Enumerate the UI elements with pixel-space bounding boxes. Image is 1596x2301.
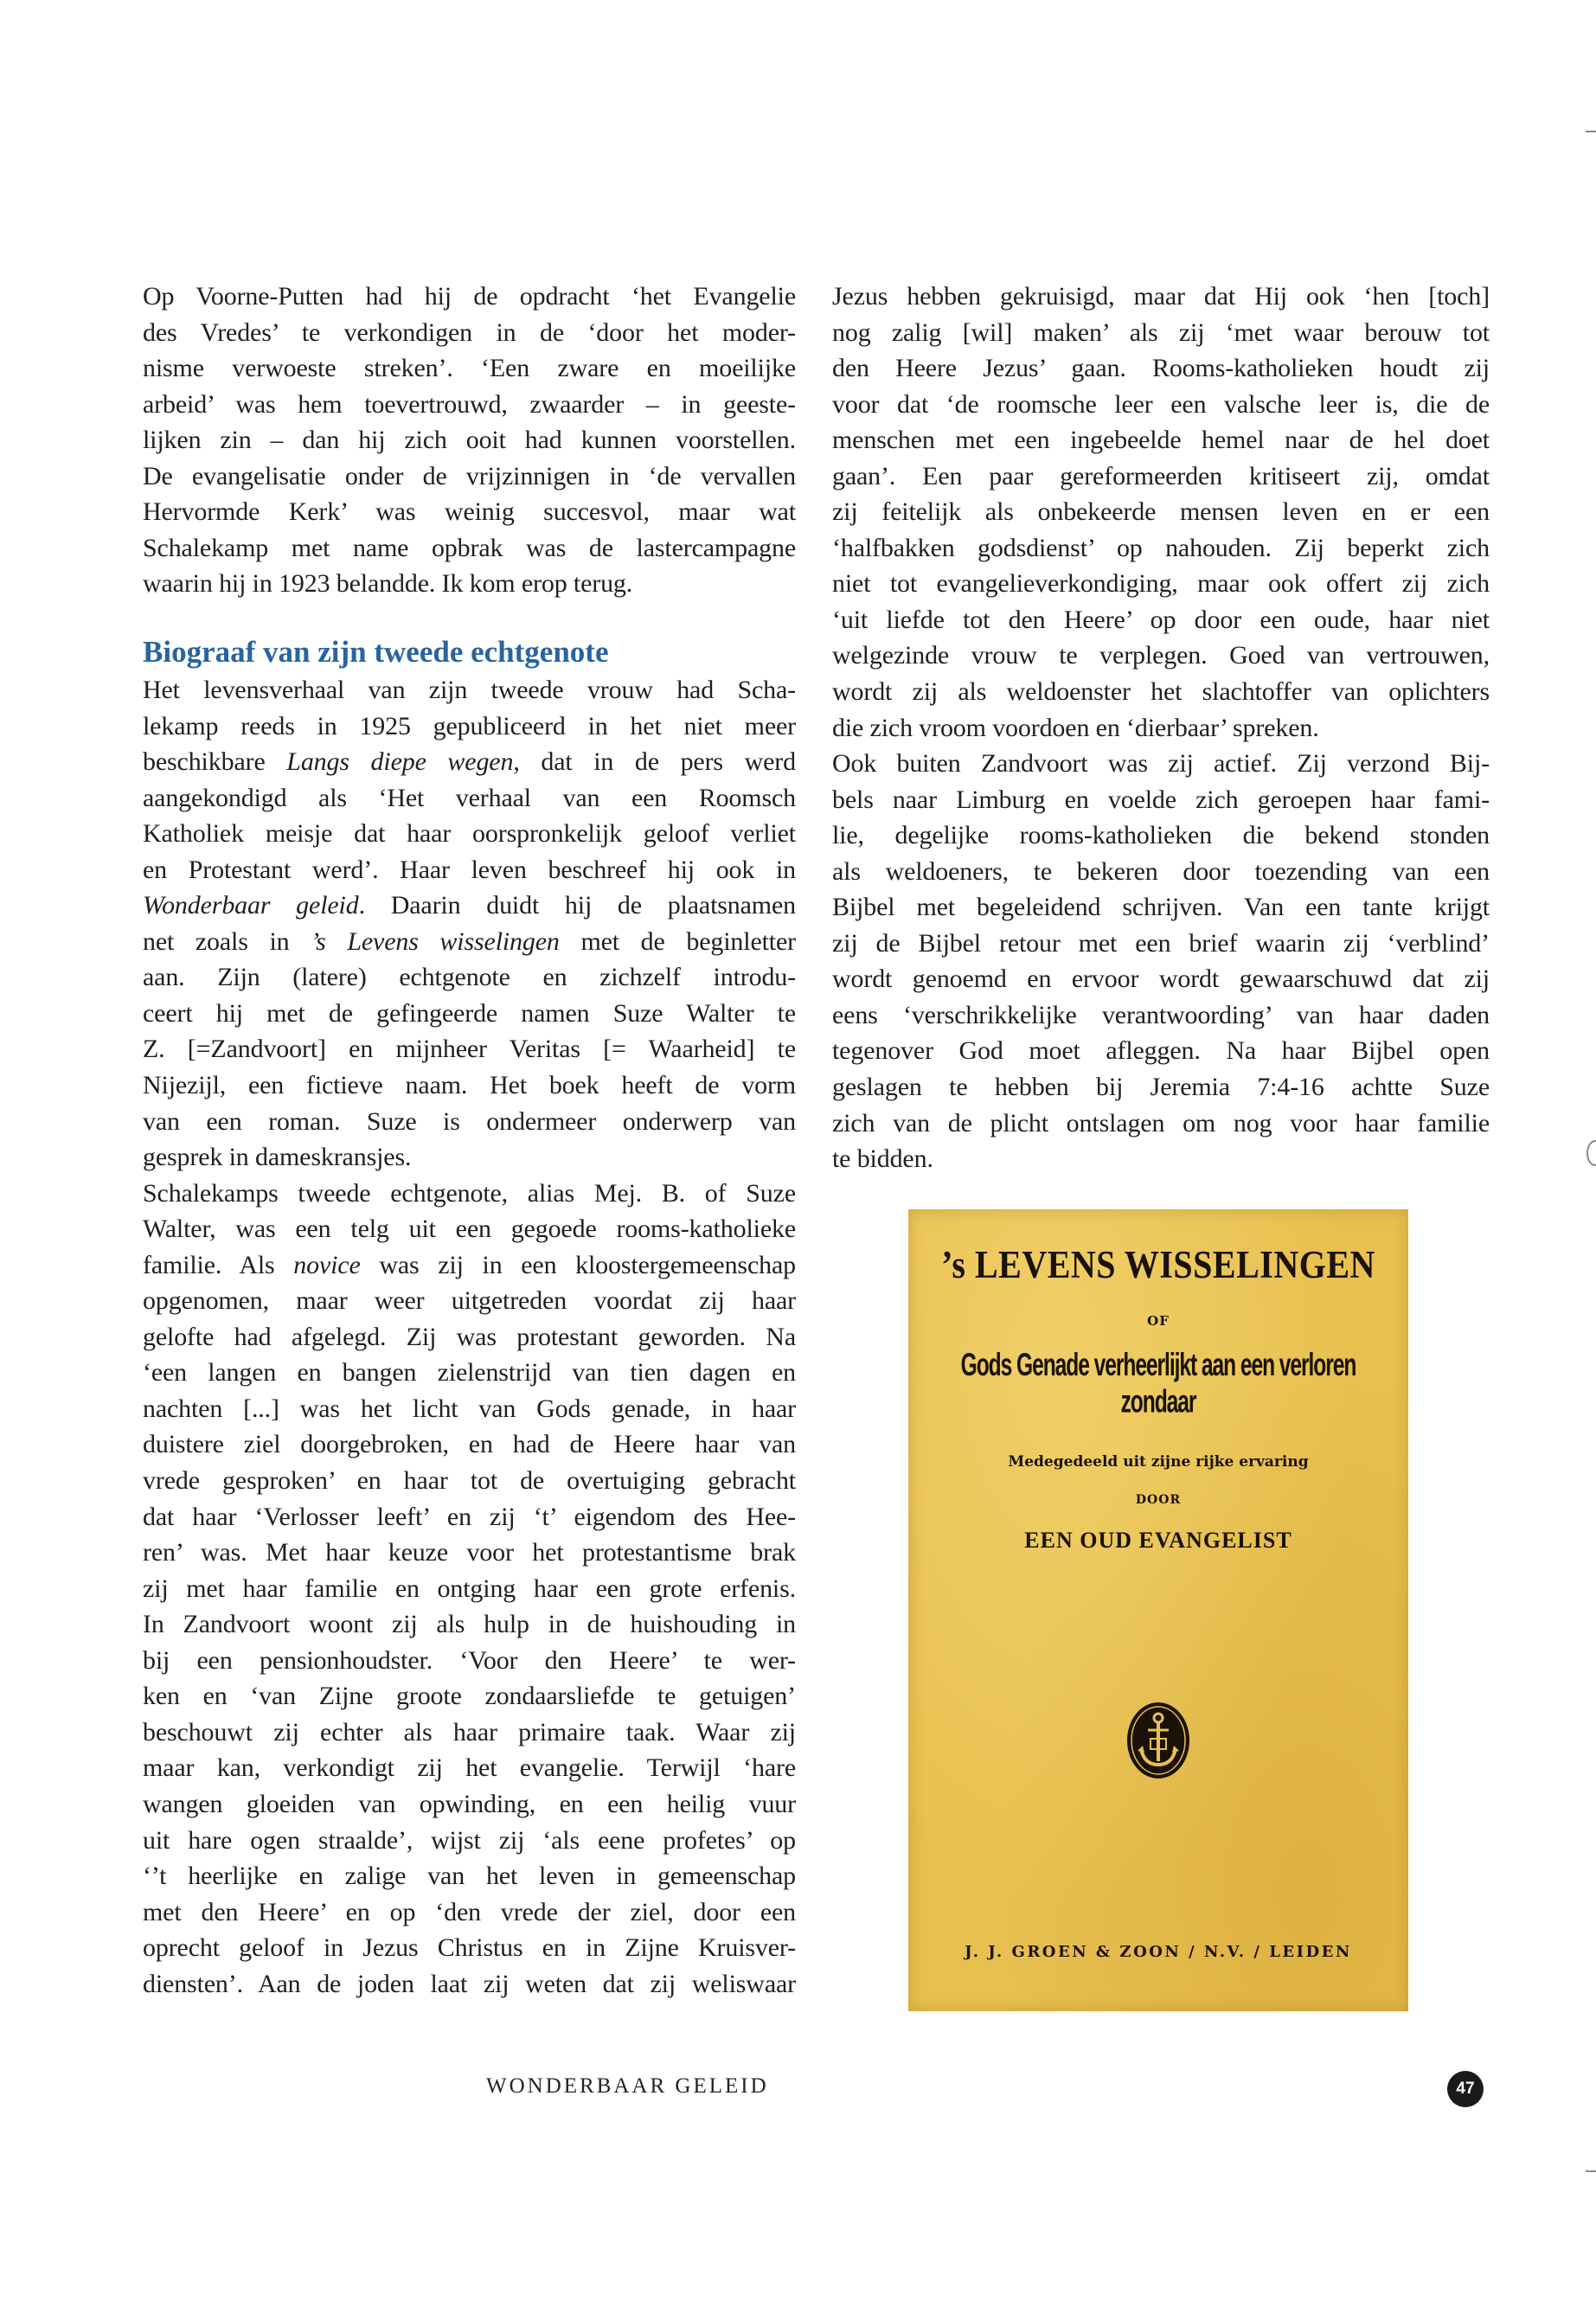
crop-mark bbox=[1586, 2170, 1596, 2172]
text-line: te bidden. bbox=[832, 1144, 933, 1174]
text-line: wordt genoemd en ervoor wordt gewaarschuwd dat zij bbox=[832, 965, 1490, 994]
text-line: zich van de plicht ontslagen om nog voor haar familie bbox=[832, 1108, 1490, 1138]
text-line: gaan’. Een paar gereformeerden kritiseert zij, omdat bbox=[832, 461, 1490, 490]
text-line: Op Voorne-Putten had hij de opdracht ‘het Evangelie bbox=[143, 282, 796, 311]
book-cover-image bbox=[908, 1209, 1408, 2011]
text-line: ‘halfbakken godsdienst’ op nahouden. Zij beperkt zich bbox=[832, 533, 1490, 562]
book-of: OF bbox=[1147, 1313, 1170, 1329]
text-line bbox=[143, 744, 796, 780]
right-column bbox=[832, 279, 1490, 1177]
text-line: eens ‘verschrikkelijke verantwoording’ van haar daden bbox=[832, 1000, 1490, 1029]
text-line: geslagen te hebben bij Jeremia 7:4-16 achtte Suze bbox=[832, 1073, 1490, 1102]
text-line: Schalekamps tweede echtgenote, alias Mej. B. of Suze bbox=[143, 1178, 796, 1208]
text-line: gelofte had afgelegd. Zij was protestant geworden. Na bbox=[143, 1322, 796, 1351]
text-span: beschikbare bbox=[143, 747, 287, 777]
text-line: ken en ‘van Zijne groote zondaarsliefde te getuigen’ bbox=[143, 1682, 796, 1711]
text-line: wangen gloeiden van opwinding, en een heilig vuur bbox=[143, 1789, 796, 1818]
text-line: duistere ziel doorgebroken, en had de Heere haar van bbox=[143, 1430, 796, 1459]
text-line: zij met haar familie en ontging haar een grote erfenis. bbox=[143, 1574, 796, 1603]
text-line: arbeid’ was hem toevertrouwd, zwaarder – in geeste- bbox=[143, 389, 796, 419]
text-line: Schalekamp met name opbrak was de lastercampagne bbox=[143, 533, 796, 562]
text-line: ren’ was. Met haar keuze voor het protestantisme brak bbox=[143, 1538, 796, 1567]
text-span: net zoals in bbox=[143, 926, 311, 956]
text-line: tegenover God moet afleggen. Na haar Bijbel open bbox=[832, 1036, 1490, 1066]
text-line bbox=[143, 924, 796, 960]
text-span: familie. Als bbox=[143, 1250, 294, 1279]
text-line: wordt zij als weldoenster het slachtoffer van oplichters bbox=[832, 677, 1490, 707]
text-line: maar kan, verkondigt zij het evangelie. Terwijl ‘hare bbox=[143, 1753, 796, 1783]
text-line: van een roman. Suze is ondermeer onderwerp van bbox=[143, 1106, 796, 1136]
text-span: met de beginletter bbox=[559, 926, 796, 956]
text-line: waarin hij in 1923 belandde. Ik kom erop terug. bbox=[143, 569, 633, 599]
text-span: was zij in een kloostergemeenschap bbox=[360, 1250, 796, 1279]
crop-mark bbox=[1586, 131, 1596, 132]
left-column-paragraph-1 bbox=[143, 279, 796, 602]
text-line: Bijbel met begeleidend schrijven. Van een tante krijgt bbox=[832, 893, 1490, 922]
running-footer-title: WONDERBAAR GELEID bbox=[486, 2074, 769, 2098]
text-line: den Heere Jezus’ gaan. Rooms-katholieken houdt zij bbox=[832, 354, 1490, 383]
text-line: Jezus hebben gekruisigd, maar dat Hij ook ‘hen [toch] bbox=[832, 282, 1490, 311]
text-line: ‘’t heerlijke en zalige van het leven in gemeenschap bbox=[143, 1862, 796, 1891]
text-line bbox=[143, 1247, 796, 1284]
text-line: en Protestant werd’. Haar leven beschreef hij ook in bbox=[143, 855, 796, 884]
text-line: lijken zin – dan hij zich ooit had kunnen voorstellen. bbox=[143, 426, 796, 455]
text-line: Katholiek meisje dat haar oorspronkelijk geloof verliet bbox=[143, 819, 796, 849]
text-line: In Zandvoort woont zij als hulp in de huishouding in bbox=[143, 1610, 796, 1639]
text-line: Ook buiten Zandvoort was zij actief. Zij verzond Bij- bbox=[832, 749, 1490, 779]
book-title: ’s LEVENS WISSELINGEN bbox=[941, 1241, 1375, 1287]
text-line: opgenomen, maar weer uitgetreden voordat zij haar bbox=[143, 1286, 796, 1316]
text-span: . Daarin duidt hij de plaatsnamen bbox=[358, 891, 796, 920]
text-line: welgezinde vrouw te verplegen. Goed van vertrouwen, bbox=[832, 641, 1490, 670]
text-line: vrede gesproken’ en haar tot de overtuiging gebracht bbox=[143, 1466, 796, 1496]
text-line: gesprek in dameskransjes. bbox=[143, 1143, 412, 1172]
text-line: Nijezijl, een fictieve naam. Het boek heeft de vorm bbox=[143, 1071, 796, 1100]
italic-term: novice bbox=[293, 1250, 361, 1279]
text-line: beschouwt zij echter als haar primaire taak. Waar zij bbox=[143, 1717, 796, 1747]
text-line: lie, degelijke rooms-katholieken die bekend stonden bbox=[832, 821, 1490, 850]
left-column-section-2 bbox=[143, 672, 796, 2002]
book-subtitle: Gods Genade verheerlijkt aan een verloren zondaar bbox=[960, 1347, 1356, 1420]
text-line: De evangelisatie onder de vrijzinnigen in ‘de vervallen bbox=[143, 461, 796, 490]
section-heading: Biograaf van zijn tweede echtgenote bbox=[143, 635, 609, 669]
text-line: oprecht geloof in Jezus Christus en in Zijne Kruisver- bbox=[143, 1933, 796, 1963]
text-line: nachten [...] was het licht van Gods genade, in haar bbox=[143, 1394, 796, 1423]
text-line: menschen met een ingebeelde hemel naar de hel doet bbox=[832, 426, 1490, 455]
text-line: Hervormde Kerk’ was weinig succesvol, maar wat bbox=[143, 497, 796, 527]
publisher-anchor-emblem-icon bbox=[1124, 1699, 1193, 1782]
text-line: diensten’. Aan de joden laat zij weten dat zij weliswaar bbox=[143, 1969, 796, 1998]
text-line bbox=[143, 888, 796, 924]
book-publisher: J. J. GROEN & ZOON / N.V. / LEIDEN bbox=[965, 1943, 1352, 1961]
text-line: ‘een langen en bangen zielenstrijd van tien dagen en bbox=[143, 1358, 796, 1388]
text-line: Z. [=Zandvoort] en mijnheer Veritas [= Waarheid] te bbox=[143, 1035, 796, 1064]
text-line: lekamp reeds in 1925 gepubliceerd in het niet meer bbox=[143, 711, 796, 740]
text-line: bij een pensionhoudster. ‘Voor den Heere’ te wer- bbox=[143, 1645, 796, 1675]
text-line: die zich vroom voordoen en ‘dierbaar’ spreken. bbox=[832, 713, 1319, 742]
text-line: voor dat ‘de roomsche leer een valsche leer is, die de bbox=[832, 389, 1490, 419]
text-line: uit hare ogen straalde’, wijst zij ‘als eene profetes’ op bbox=[143, 1825, 796, 1855]
text-line: Het levensverhaal van zijn tweede vrouw had Scha- bbox=[143, 676, 796, 704]
text-line: aan. Zijn (latere) echtgenote en zichzelf introdu- bbox=[143, 963, 796, 992]
book-author: EEN OUD EVANGELIST bbox=[1024, 1528, 1292, 1553]
text-line: zij de Bijbel retour met een brief waarin zij ‘verblind’ bbox=[832, 928, 1490, 958]
text-line: zij feitelijk als onbekeerde mensen leven en er een bbox=[832, 497, 1490, 527]
italic-book-title: Wonderbaar geleid bbox=[143, 891, 359, 920]
italic-book-title: ’s Levens wisselingen bbox=[311, 926, 560, 956]
text-line: des Vredes’ te verkondigen in de ‘door het moder- bbox=[143, 317, 796, 347]
page-number-badge: 47 bbox=[1447, 2071, 1484, 2107]
text-line: ceert hij met de gefingeerde namen Suze Walter te bbox=[143, 998, 796, 1028]
text-line: dat haar ‘Verlosser leeft’ en zij ‘t’ eigendom des Hee- bbox=[143, 1502, 796, 1531]
italic-book-title: Langs diepe wegen bbox=[286, 747, 514, 777]
text-line: nog zalig [wil] maken’ als zij ‘met waar berouw tot bbox=[832, 317, 1490, 347]
text-line: niet tot evangelieverkondiging, maar ook offert zij zich bbox=[832, 569, 1490, 599]
text-line: nisme verwoeste streken’. ‘Een zware en moeilijke bbox=[143, 354, 796, 383]
text-line: ‘uit liefde tot den Heere’ op door een oude, haar niet bbox=[832, 605, 1490, 634]
text-line: bels naar Limburg en voelde zich geroepen haar fami- bbox=[832, 785, 1490, 814]
text-line: Walter, was een telg uit een gegoede rooms-katholieke bbox=[143, 1215, 796, 1244]
text-line: aangekondigd als ‘Het verhaal van een Roomsch bbox=[143, 783, 796, 812]
registration-mark bbox=[1586, 1140, 1596, 1166]
text-line: met den Heere’ en op ‘den vrede der ziel, door een bbox=[143, 1897, 796, 1926]
text-span: , dat in de pers werd bbox=[513, 747, 796, 777]
text-line: als weldoeners, te bekeren door toezending van een bbox=[832, 856, 1490, 886]
book-communicated: Medegedeeld uit zijne rijke ervaring bbox=[1008, 1453, 1309, 1471]
book-by: DOOR bbox=[1135, 1493, 1182, 1507]
